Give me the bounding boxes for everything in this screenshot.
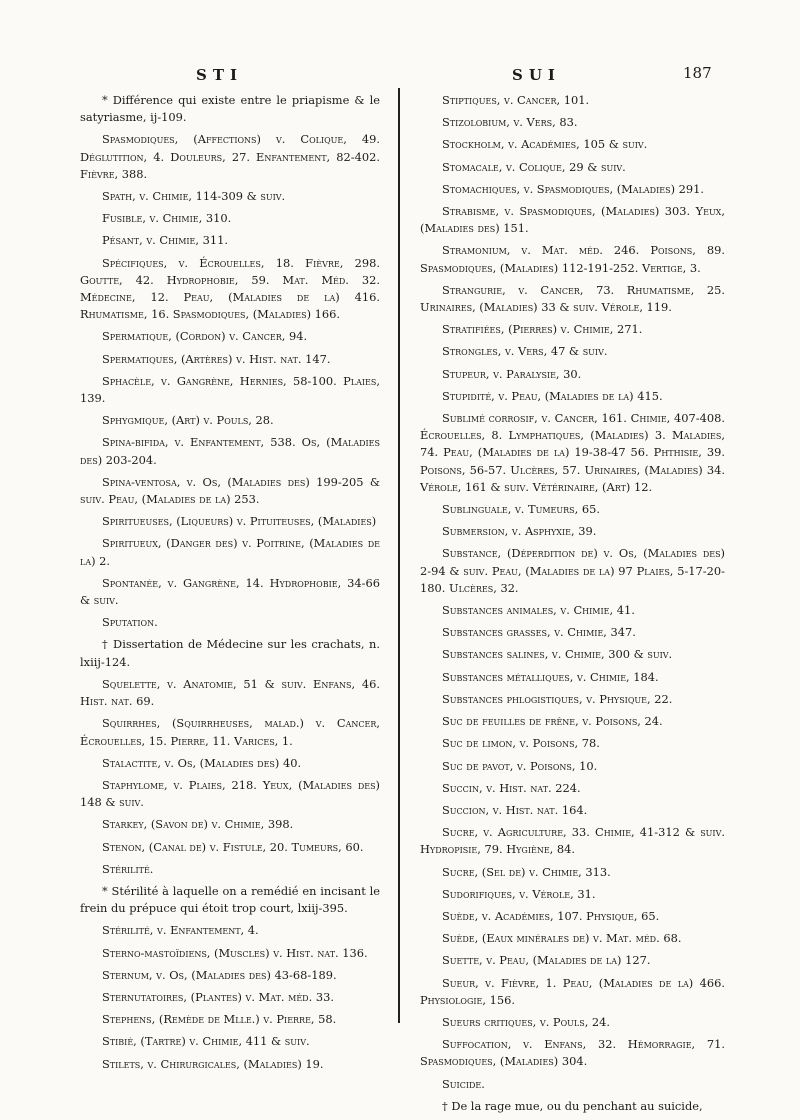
index-entry: Spiritueuses, (Liqueurs) v. Pituiteuses, (Maladies): [102, 514, 377, 529]
index-entry: Spermatiques, (Artères) v. Hist. nat. 147.: [102, 351, 331, 366]
index-entry: Stramonium, v. Mat. méd. 246. Poisons, 89. Spasmodiques, (Maladies) 112-191-252. Vertige, 3.: [420, 243, 725, 275]
index-entry: Substance, (Déperdition de) v. Os, (Maladies des) 2-94 & suiv. Peau, (Maladies de la) 97 Plaies, 5-17-20-180. Ulcères, 32.: [420, 546, 725, 595]
index-entry: Suède, v. Académies, 107. Physique, 65.: [442, 908, 660, 923]
index-entry: Stephens, (Remède de Mlle.) v. Pierre, 58.: [102, 1012, 337, 1027]
index-entry: Stiptiques, v. Cancer, 101.: [442, 93, 590, 107]
index-entry: Suette, v. Peau, (Maladies de la) 127.: [442, 953, 651, 968]
index-entry: Submersion, v. Asphyxie, 39.: [442, 524, 597, 539]
index-entry: Strabisme, v. Spasmodiques, (Maladies) 303. Yeux, (Maladies des) 151.: [420, 204, 725, 236]
index-entry: Stupeur, v. Paralysie, 30.: [442, 366, 582, 381]
index-entry: Sterno-mastoïdiens, (Muscles) v. Hist. nat. 136.: [102, 945, 368, 960]
index-entry: Suc de feuilles de frêne, v. Poisons, 24.: [442, 714, 663, 729]
index-entry: Staphylome, v. Plaies, 218. Yeux, (Maladies des) 148 & suiv.: [80, 777, 380, 810]
index-entry: Spasmodiques, (Affections) v. Colique, 49. Déglutition, 4. Douleurs, 27. Enfantement, 82-402. Fièvre, 388.: [80, 132, 380, 181]
index-entry: Stérilité, v. Enfantement, 4.: [102, 923, 259, 938]
index-entry: Stalactite, v. Os, (Maladies des) 40.: [102, 755, 302, 770]
index-entry: Spina-ventosa, v. Os, (Maladies des) 199-205 & suiv. Peau, (Maladies de la) 253.: [80, 474, 380, 507]
index-entry: Starkey, (Savon de) v. Chimie, 398.: [102, 817, 294, 832]
index-entry: Spontanée, v. Gangrène, 14. Hydrophobie, 34-66 & suiv.: [80, 575, 380, 608]
index-entry: * Différence qui existe entre le priapisme & le satyriasme, ij-109.: [80, 93, 380, 125]
index-entry: Substances grasses, v. Chimie, 347.: [442, 625, 636, 640]
index-entry: Sueurs critiques, v. Pouls, 24.: [442, 1014, 611, 1029]
index-entry: Sphacèle, v. Gangrène, Hernies, 58-100. Plaies, 139.: [80, 373, 380, 406]
index-entry: Suffocation, v. Enfans, 32. Hémorragie, 71. Spasmodiques, (Maladies) 304.: [420, 1037, 725, 1069]
index-entry: Substances salines, v. Chimie, 300 & suiv.: [442, 647, 673, 662]
index-entry: Spécifiques, v. Écrouelles, 18. Fièvre, 298. Goutte, 42. Hydrophobie, 59. Mat. Méd. 32. Médecine, 12. Peau, (Maladies de la) 416. Rhumatisme, 16. Spasmodiques, (Maladies) 166.: [80, 255, 380, 322]
index-entry: Spiritueux, (Danger des) v. Poitrine, (Maladies de la) 2.: [80, 536, 380, 568]
index-entry: Stratifiées, (Pierres) v. Chimie, 271.: [442, 322, 643, 337]
index-entry: Sublinguale, v. Tumeurs, 65.: [442, 502, 600, 517]
index-entry: Substances métalliques, v. Chimie, 184.: [442, 669, 659, 684]
index-entry: Stomacale, v. Colique, 29 & suiv.: [442, 159, 626, 174]
page-number: 187: [683, 64, 712, 82]
index-entry: † De la rage mue, ou du penchant au suicide,: [442, 1098, 703, 1113]
index-entry: Suicide.: [442, 1076, 485, 1091]
index-entry: Succion, v. Hist. nat. 164.: [442, 802, 588, 817]
column-divider: [398, 88, 400, 1023]
index-entry: Sucre, v. Agriculture, 33. Chimie, 41-312 & suiv. Hydropisie, 79. Hygiène, 84.: [420, 825, 725, 857]
index-entry: Spina-bifida, v. Enfantement, 538. Os, (Maladies des) 203-204.: [80, 435, 380, 467]
right-column: [420, 92, 725, 1120]
index-entry: Stérilité.: [102, 861, 154, 876]
index-entry: Suc de pavot, v. Poisons, 10.: [442, 758, 598, 773]
index-entry: Substances animales, v. Chimie, 41.: [442, 603, 635, 618]
index-entry: Stizolobium, v. Vers, 83.: [442, 115, 578, 130]
index-entry: Suède, (Eaux minérales de) v. Mat. méd. 68.: [442, 931, 682, 946]
index-entry: Stilets, v. Chirurgicales, (Maladies) 19.: [102, 1056, 324, 1071]
index-entry: Stockholm, v. Académies, 105 & suiv.: [442, 137, 648, 152]
index-entry: Stomachiques, v. Spasmodiques, (Maladies) 291.: [442, 181, 704, 196]
index-entry: Suc de limon, v. Poisons, 78.: [442, 736, 600, 751]
index-entry: Stenon, (Canal de) v. Fistule, 20. Tumeurs, 60.: [102, 839, 364, 854]
index-entry: Fusible, v. Chimie, 310.: [102, 211, 232, 226]
left-column: [80, 92, 380, 1078]
index-entry: Spermatique, (Cordon) v. Cancer, 94.: [102, 329, 308, 344]
index-entry: Sudorifiques, v. Vérole, 31.: [442, 886, 596, 901]
index-entry: Stibié, (Tartre) v. Chimie, 411 & suiv.: [102, 1034, 310, 1049]
index-entry: * Stérilité à laquelle on a remédié en incisant le frein du prépuce qui étoit trop court, lxiij-395.: [80, 883, 380, 916]
index-entry: Substances phlogistiques, v. Physique, 22.: [442, 691, 673, 706]
index-entry: Squirrhes, (Squirrheuses, malad.) v. Cancer, Écrouelles, 15. Pierre, 11. Varices, 1.: [80, 716, 380, 748]
index-entry: Pésant, v. Chimie, 311.: [102, 233, 229, 248]
index-entry: Sucre, (Sel de) v. Chimie, 313.: [442, 864, 611, 879]
index-entry: Strongles, v. Vers, 47 & suiv.: [442, 344, 608, 359]
index-entry: Sublimé corrosif, v. Cancer, 161. Chimie, 407-408. Écrouelles, 8. Lymphatiques, (Maladies) 3. Maladies, 74. Peau, (Maladies de la) 19-38-47 56. Phthisie, 39. Poisons, 56-57. Ulcères, 57. Urinaires, (Maladies) 34. Vérole, 161 & suiv. Vétérinaire, (Art) 12.: [420, 411, 725, 494]
running-head-left: STI: [196, 66, 244, 84]
index-entry: Spath, v. Chimie, 114-309 & suiv.: [102, 189, 286, 204]
index-entry: Sternutatoires, (Plantes) v. Mat. méd. 33.: [102, 989, 334, 1004]
index-entry: Succin, v. Hist. nat. 224.: [442, 780, 581, 795]
index-entry: Sternum, v. Os, (Maladies des) 43-68-189.: [102, 967, 337, 982]
index-entry: Sputation.: [102, 615, 158, 630]
running-head-right: SUI: [512, 66, 561, 84]
index-entry: † Dissertation de Médecine sur les crachats, n. lxiij-124.: [80, 637, 380, 669]
index-entry: Sphygmique, (Art) v. Pouls, 28.: [102, 413, 274, 428]
index-entry: Squelette, v. Anatomie, 51 & suiv. Enfans, 46. Hist. nat. 69.: [80, 676, 380, 709]
index-entry: Stupidité, v. Peau, (Maladies de la) 415.: [442, 388, 663, 403]
index-entry: Strangurie, v. Cancer, 73. Rhumatisme, 25. Urinaires, (Maladies) 33 & suiv. Vérole, 119.: [420, 282, 725, 315]
index-entry: Sueur, v. Fièvre, 1. Peau, (Maladies de la) 466. Physiologie, 156.: [420, 975, 725, 1007]
